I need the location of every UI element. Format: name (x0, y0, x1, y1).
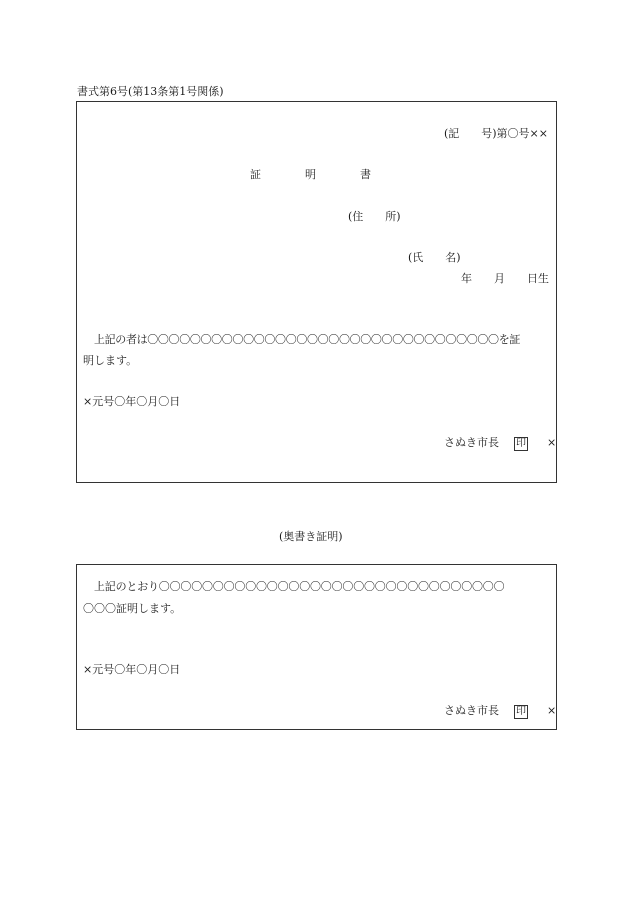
birth-date-label: 年 月 日生 (461, 272, 549, 285)
certificate-box (76, 101, 557, 483)
certificate-reference: (記 号)第〇号×× (443, 127, 548, 140)
endorsement-body-line2: 〇〇〇証明します。 (83, 602, 182, 615)
endorsement-signature (444, 705, 556, 719)
endorsement-body-line1: 上記のとおり〇〇〇〇〇〇〇〇〇〇〇〇〇〇〇〇〇〇〇〇〇〇〇〇〇〇〇〇〇〇〇〇 (94, 580, 505, 593)
mark-symbol: × (547, 436, 557, 449)
endorsement-heading: (奥書き証明) (279, 530, 343, 543)
endorsement-date: ×元号〇年〇月〇日 (83, 663, 181, 676)
issuer-name: さぬき市長 (444, 436, 499, 449)
certificate-body-line2: 明します。 (83, 354, 138, 367)
name-label: (氏 名) (408, 251, 461, 264)
endorsement-issuer-name: さぬき市長 (444, 704, 499, 717)
endorsement-mark-symbol: × (547, 704, 557, 717)
certificate-signature (444, 437, 556, 451)
form-label: 書式第6号(第13条第1号関係) (77, 85, 224, 98)
address-label: (住 所) (348, 210, 401, 223)
certificate-date: ×元号〇年〇月〇日 (83, 395, 181, 408)
certificate-body-line1: 上記の者は〇〇〇〇〇〇〇〇〇〇〇〇〇〇〇〇〇〇〇〇〇〇〇〇〇〇〇〇〇〇〇〇〇を証 (94, 333, 520, 346)
endorsement-seal-stamp: 印 (516, 706, 526, 717)
certificate-title: 証 明 書 (250, 168, 371, 181)
seal-stamp: 印 (516, 438, 526, 449)
